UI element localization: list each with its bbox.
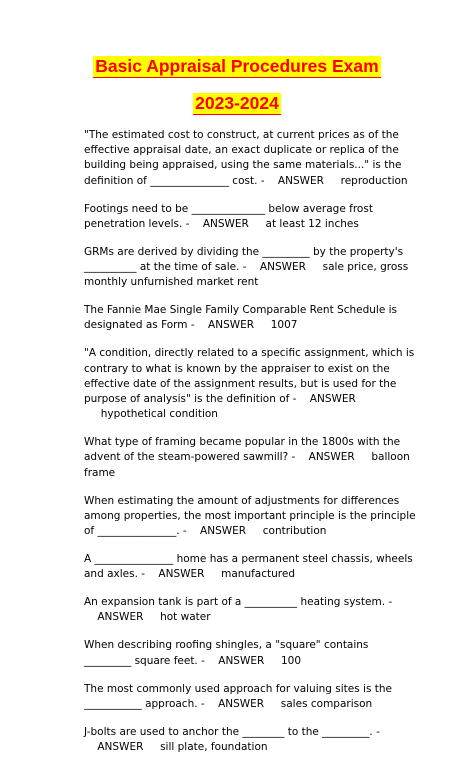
qa-item <box>84 202 418 232</box>
answer-text: sale price, gross monthly unfurnished market rent <box>84 261 409 289</box>
answer-label: ANSWER <box>218 697 265 710</box>
qa-item <box>84 552 418 582</box>
answer-label: ANSWER <box>277 174 324 187</box>
answer-label: ANSWER <box>308 451 355 464</box>
qa-item <box>84 638 418 668</box>
qa-item <box>84 725 418 755</box>
question-text: When estimating the amount of adjustments for differences among properties, the most important principle is the principle of _______________. - <box>84 494 416 538</box>
answer-text: balloon frame <box>84 451 410 479</box>
document-title: Basic Appraisal Procedures Exam <box>95 56 379 76</box>
question-text: A _______________ home has a permanent steel chassis, wheels and axles. - <box>84 553 413 581</box>
answer-label: ANSWER <box>202 217 249 230</box>
qa-item <box>84 346 418 422</box>
answer-text: sales comparison <box>280 697 373 710</box>
question-text: Footings need to be ______________ below average frost penetration levels. - <box>84 202 373 230</box>
answer-text: hot water <box>160 611 211 624</box>
question-text: "A condition, directly related to a specific assignment, which is contrary to what is known by the appraiser to exist on the effective date of the assignment results, but is used for the purpose of analysis" is the definition of - <box>84 347 415 406</box>
answer-label: ANSWER <box>208 319 255 332</box>
answer-text: manufactured <box>221 568 295 581</box>
question-text: GRMs are derived by dividing the _________ by the property's __________ at the time of sale. - <box>84 245 404 274</box>
answer-text: contribution <box>262 525 327 538</box>
question-text: J-bolts are used to anchor the ________ to the _________. - <box>84 725 380 738</box>
answer-label: ANSWER <box>259 261 306 274</box>
qa-item <box>84 494 418 540</box>
answer-label: ANSWER <box>158 568 205 581</box>
qa-item <box>84 595 418 625</box>
question-text: "The estimated cost to construct, at current prices as of the effective appraisal date, an exact duplicate or replica of the building being appraised, using the same materials..." is the definition of _______________ cost. - <box>84 129 402 187</box>
document-title-year: 2023-2024 <box>195 93 279 113</box>
qa-item <box>84 303 418 333</box>
answer-label: ANSWER <box>97 611 144 624</box>
title-block <box>0 56 474 115</box>
qa-item <box>84 245 418 291</box>
answer-text: sill plate, foundation <box>160 741 268 754</box>
qa-item <box>84 435 418 481</box>
answer-label: ANSWER <box>218 654 265 667</box>
answer-text: at least 12 inches <box>265 217 359 230</box>
question-text: When describing roofing shingles, a "square" contains _________ square feet. - <box>84 639 369 667</box>
answer-text: 100 <box>280 654 302 667</box>
question-text: What type of framing became popular in the 1800s with the advent of the steam-powered sawmill? - <box>84 436 401 464</box>
answer-label: ANSWER <box>97 741 144 754</box>
question-text: The most commonly used approach for valuing sites is the ___________ approach. - <box>84 682 393 710</box>
question-answer-list <box>84 128 418 768</box>
qa-item <box>84 128 418 189</box>
qa-item <box>84 682 418 712</box>
question-text: The Fannie Mae Single Family Comparable Rent Schedule is designated as Form - <box>84 304 398 332</box>
answer-text: reproduction <box>340 174 408 187</box>
question-text: An expansion tank is part of a __________ heating system. - <box>84 596 393 609</box>
answer-label: ANSWER <box>200 525 247 538</box>
answer-label: ANSWER <box>309 393 356 406</box>
answer-text: hypothetical condition <box>100 408 218 421</box>
answer-text: 1007 <box>270 319 298 332</box>
